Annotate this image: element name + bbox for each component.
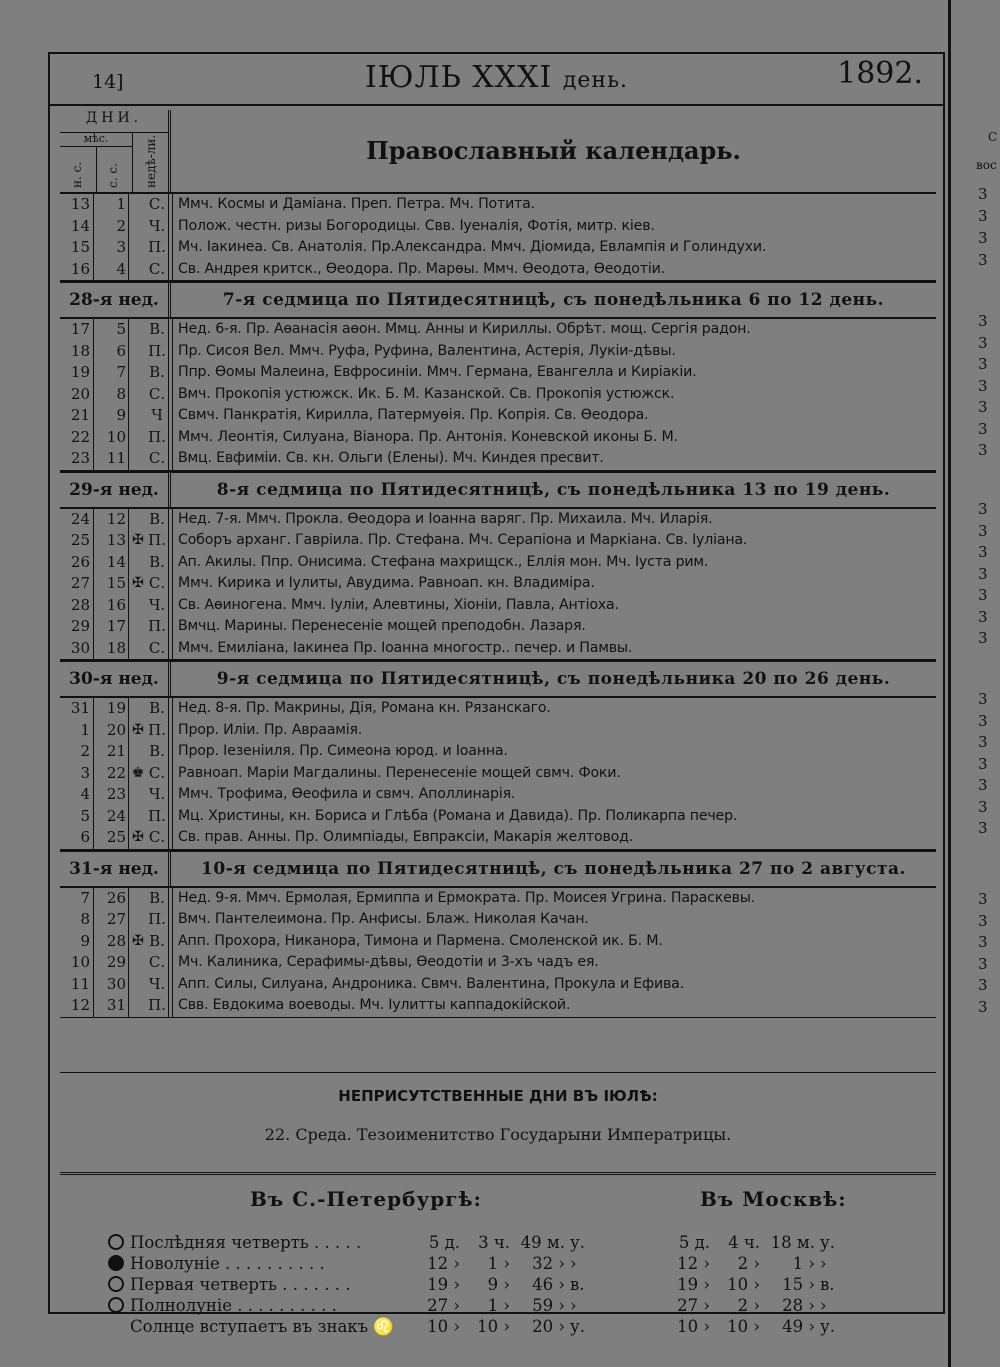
old-style-date: 15 <box>106 574 126 592</box>
new-style-date: 3 <box>80 763 90 782</box>
spb-day: 10 › <box>427 1317 460 1336</box>
saints-text: Свв. Евдокима воеводы. Мч. Іулитты каппадокійской. <box>178 997 571 1013</box>
side-number: 3 <box>978 207 988 225</box>
side-number: 3 <box>978 333 988 352</box>
weekday: Ч. <box>148 595 166 614</box>
new-style-date: 23 <box>70 449 90 467</box>
new-style-date: 11 <box>70 974 90 993</box>
saints-text: Ммч. Емиліана, Іакинеа Пр. Іоанна многостр.. печер. и Памвы. <box>178 639 633 656</box>
weekday: П. <box>148 341 166 360</box>
spb-hour: 9 › <box>487 1275 510 1294</box>
saints-text: Ммч. Кирика и Іулиты, Авудима. Равноап. кн. Владиміра. <box>178 575 595 591</box>
new-style-date: 28 <box>70 595 90 614</box>
spb-minute: 32 › <box>532 1254 565 1273</box>
side-number: 3 <box>978 500 988 518</box>
new-style-date: 6 <box>80 828 90 846</box>
day-row <box>60 931 936 953</box>
week-number: 31-я нед. <box>60 852 171 886</box>
side-number: 3 <box>978 776 988 794</box>
sedmica-row <box>60 281 936 319</box>
day-row <box>60 784 936 806</box>
day-row <box>60 194 936 216</box>
new-style-date: 20 <box>70 384 90 403</box>
old-style-date: 21 <box>106 742 126 760</box>
old-style-date: 22 <box>106 763 126 782</box>
weekday: С. <box>148 259 166 278</box>
side-number: 3 <box>978 954 988 973</box>
old-style-date: 4 <box>116 259 126 278</box>
day-row <box>60 827 936 849</box>
week-number: 29-я нед. <box>60 473 171 507</box>
orthodox-calendar <box>60 110 936 1018</box>
day-row <box>60 341 936 363</box>
side-number: 3 <box>978 819 988 837</box>
feast-mark: ✠ <box>132 721 144 738</box>
old-style-date: 13 <box>106 531 126 549</box>
saints-text: Мч. Калиника, Серафимы-дѣвы, Өеодотіи и 3-хъ чадъ ея. <box>178 954 599 970</box>
day-row <box>60 448 936 470</box>
new-style-date: 31 <box>70 699 90 717</box>
spb-hour: 10 › <box>477 1317 510 1336</box>
spb-period: › <box>570 1254 577 1273</box>
moscow-day: 5 д. <box>678 1233 710 1252</box>
day-row <box>60 698 936 720</box>
day-row <box>60 362 936 384</box>
weekday: В. <box>149 931 165 950</box>
side-number: 3 <box>978 376 988 395</box>
moscow-minute: 1 › <box>792 1254 815 1273</box>
phase-name: Послѣдняя четверть . . . . . <box>130 1233 362 1252</box>
page-number: 14] <box>92 71 124 93</box>
side-number: 3 <box>978 690 988 708</box>
page-title <box>50 60 943 95</box>
title-month: ІЮЛЬ XXXI <box>364 60 553 95</box>
old-style-date: 8 <box>116 384 126 403</box>
spb-hour: 1 › <box>487 1254 510 1273</box>
day-row <box>60 259 936 281</box>
new-style-date: 8 <box>80 910 90 928</box>
old-style-date: 26 <box>106 888 126 907</box>
day-row <box>60 616 936 638</box>
feast-mark: ♚ <box>131 764 145 781</box>
weekday: В. <box>149 363 165 381</box>
side-number: 3 <box>978 185 988 203</box>
new-style-date: 29 <box>70 617 90 635</box>
weekday: С. <box>148 638 166 657</box>
moscow-minute: 18 м. <box>770 1233 815 1252</box>
spb-day: 27 › <box>427 1296 460 1315</box>
weekday-header: недѣ-ли. <box>144 134 158 188</box>
side-number: 3 <box>978 312 988 330</box>
old-style-date: 18 <box>106 638 126 657</box>
spb-hour: 3 ч. <box>478 1233 510 1252</box>
new-moon-icon <box>108 1255 124 1271</box>
side-number: 3 <box>978 797 988 816</box>
spb-period: у. <box>570 1233 585 1252</box>
sedmica-text: 7-я седмица по Пятидесятницѣ, съ понедѣльника 6 по 12 день. <box>222 290 885 310</box>
weekday: П. <box>148 996 166 1014</box>
title-day-word: день. <box>562 68 629 93</box>
moscow-hour: 10 › <box>727 1317 760 1336</box>
side-number: 3 <box>978 521 988 540</box>
saints-text: Мч. Іакинеа. Св. Анатолія. Пр.Александра. Ммч. Діомида, Евлампія и Голиндухи. <box>178 239 767 255</box>
moscow-title: Въ Москвѣ: <box>700 1187 847 1211</box>
calendar-title: Православный календарь. <box>366 136 741 165</box>
old-style-date: 29 <box>106 953 126 971</box>
day-row <box>60 237 936 259</box>
day-row <box>60 888 936 910</box>
saints-text: Св. прав. Анны. Пр. Олимпіады, Евпраксіи, Макарія желтовод. <box>178 829 634 845</box>
old-style-date: 30 <box>106 974 126 993</box>
new-style-date: 4 <box>80 785 90 803</box>
feast-mark: ✠ <box>132 829 144 845</box>
side-number: 3 <box>978 355 988 373</box>
old-style-date: 17 <box>106 617 126 635</box>
feast-mark: ✠ <box>132 575 144 591</box>
weekday: Ч. <box>148 216 166 235</box>
weekday: Ч. <box>148 785 166 803</box>
saints-text: Мц. Христины, кн. Бориса и Глѣба (Романа и Давида). Пр. Поликарпа печер. <box>178 807 738 824</box>
new-style-date: 26 <box>70 552 90 571</box>
saints-text: Полож. честн. ризы Богородицы. Свв. Іуеналія, Фотія, митр. кіев. <box>178 217 655 234</box>
old-style-date: 19 <box>106 699 126 717</box>
moscow-day: 27 › <box>677 1296 710 1315</box>
day-row <box>60 427 936 449</box>
day-row <box>60 806 936 828</box>
sedmica-row <box>60 471 936 509</box>
day-row <box>60 974 936 996</box>
new-style-date: 5 <box>80 806 90 825</box>
day-row <box>60 552 936 574</box>
side-number: 3 <box>978 419 988 438</box>
old-style-date: 31 <box>106 996 126 1014</box>
old-style-date: 12 <box>106 509 126 528</box>
new-style-date: 7 <box>80 888 90 907</box>
weekday: Ч <box>151 406 163 424</box>
moscow-minute: 49 › <box>782 1317 815 1336</box>
weekday: П. <box>148 806 166 825</box>
spb-period: › <box>570 1296 577 1315</box>
phase-name: Полнолуніе . . . . . . . . . . <box>130 1296 337 1315</box>
saints-text: Нед. 6-я. Пр. Аөанасія аөон. Ммц. Анны и Кириллы. Обрѣт. мощ. Сергія радон. <box>178 321 751 337</box>
month-header-label: мѣс. <box>60 132 133 147</box>
saints-text: Нед. 9-я. Ммч. Ермолая, Ермиппа и Ермократа. Пр. Моисея Угрина. Параскевы. <box>178 889 756 906</box>
day-row <box>60 595 936 617</box>
side-number: 3 <box>978 564 988 583</box>
last-quarter-icon <box>108 1234 124 1250</box>
sedmica-text: 9-я седмица по Пятидесятницѣ, съ понедѣльника 20 по 26 день. <box>216 669 891 689</box>
new-style-date: 30 <box>70 638 90 657</box>
day-row <box>60 909 936 931</box>
spb-day: 5 д. <box>428 1233 460 1252</box>
side-number: 3 <box>978 586 988 604</box>
moscow-minute: 15 › <box>782 1275 815 1294</box>
sedmica-text: 8-я седмица по Пятидесятницѣ, съ понедѣльника 13 по 19 день. <box>216 479 891 500</box>
saints-text: Апп. Прохора, Никанора, Тимона и Пармена. Смоленской ик. Б. М. <box>178 932 663 949</box>
day-row <box>60 741 936 763</box>
day-row <box>60 216 936 238</box>
new-style-date: 25 <box>70 531 90 549</box>
saints-text: Св. Андрея критск., Өеодора. Пр. Марөы. Ммч. Өеодота, Өеодотіи. <box>178 260 665 277</box>
moscow-hour: 2 › <box>737 1254 760 1273</box>
feast-mark: ✠ <box>132 532 144 548</box>
day-row <box>60 995 936 1017</box>
days-header-label: ДНИ. <box>60 110 168 133</box>
weekday: С. <box>148 384 166 403</box>
spb-minute: 49 м. <box>520 1233 565 1252</box>
side-number: 3 <box>978 711 988 730</box>
phase-name: Солнце вступаетъ въ знакъ ♌ <box>130 1317 394 1336</box>
feast-mark: ✠ <box>132 932 144 949</box>
old-style-date: 2 <box>116 216 126 235</box>
new-style-date: 21 <box>70 406 90 424</box>
spb-minute: 20 › <box>532 1317 565 1336</box>
old-style-date: 7 <box>116 363 126 381</box>
non-working-days-entry: 22. Среда. Тезоименитство Государыни Императрицы. <box>264 1125 732 1144</box>
new-style-header: н. с. <box>70 161 84 188</box>
new-style-date: 12 <box>70 996 90 1014</box>
week-block <box>60 509 936 661</box>
weekday: П. <box>148 720 166 739</box>
weekday: П. <box>148 427 166 446</box>
page-edge-line <box>948 0 951 1367</box>
day-row <box>60 763 936 785</box>
side-number: 3 <box>978 997 988 1016</box>
weekday: С. <box>148 574 166 592</box>
new-style-date: 10 <box>70 953 90 971</box>
moscow-period: › <box>820 1296 827 1315</box>
day-row <box>60 573 936 595</box>
new-style-date: 1 <box>80 720 90 739</box>
weekday: П. <box>148 531 166 549</box>
moscow-hour: 2 › <box>737 1296 760 1315</box>
header-divider <box>96 146 97 192</box>
side-number: 3 <box>978 607 988 626</box>
old-style-date: 23 <box>106 785 126 803</box>
new-style-date: 13 <box>70 195 90 213</box>
side-number: 3 <box>978 733 988 751</box>
weekday: В. <box>149 699 165 717</box>
day-row <box>60 638 936 660</box>
weekday: В. <box>149 552 165 571</box>
non-working-days <box>60 1072 936 1163</box>
day-row <box>60 384 936 406</box>
weekday: П. <box>148 617 166 635</box>
new-style-date: 19 <box>70 363 90 381</box>
weekday: В. <box>149 742 165 760</box>
saints-text: Свмч. Панкратія, Кирилла, Патермуөія. Пр. Копрія. Св. Өеодора. <box>178 407 649 423</box>
header-divider <box>132 132 133 192</box>
moscow-hour: 10 › <box>727 1275 760 1294</box>
new-style-date: 15 <box>70 238 90 256</box>
old-style-date: 10 <box>106 427 126 446</box>
side-number: 3 <box>978 890 988 908</box>
side-number: 3 <box>978 976 988 994</box>
spb-period: в. <box>570 1275 585 1294</box>
spb-minute: 46 › <box>532 1275 565 1294</box>
moscow-day: 12 › <box>677 1254 710 1273</box>
new-style-date: 16 <box>70 259 90 278</box>
old-style-date: 16 <box>106 595 126 614</box>
saints-text: Прор. Иліи. Пр. Авраамія. <box>178 721 363 738</box>
week-number: 30-я нед. <box>60 662 171 696</box>
moscow-day: 10 › <box>677 1317 710 1336</box>
weekday: С. <box>148 828 166 846</box>
day-row <box>60 952 936 974</box>
page-year: 1892. <box>837 56 923 91</box>
week-block <box>60 194 936 281</box>
saints-text: Соборъ арханг. Гавріила. Пр. Стефана. Мч. Серапіона и Маркіана. Св. Іуліана. <box>178 532 748 548</box>
moscow-period: › <box>820 1254 827 1273</box>
side-number: 3 <box>978 441 988 459</box>
weekday: П. <box>148 238 166 256</box>
saints-text: Нед. 8-я. Пр. Макрины, Дія, Романа кн. Рязанскаго. <box>178 700 551 716</box>
week-number: 28-я нед. <box>60 283 171 317</box>
new-style-date: 22 <box>70 427 90 446</box>
side-header: С <box>988 130 998 144</box>
side-number: 3 <box>978 629 988 647</box>
days-column-header <box>60 110 171 192</box>
next-page-edge <box>948 0 1000 1367</box>
old-style-date: 3 <box>116 238 126 256</box>
weeks-container <box>60 194 936 1018</box>
saints-text: Ммч. Космы и Даміана. Преп. Петра. Мч. Потита. <box>178 196 535 212</box>
old-style-date: 11 <box>106 449 126 467</box>
new-style-date: 9 <box>80 931 90 950</box>
old-style-date: 24 <box>106 806 126 825</box>
side-number: 3 <box>978 911 988 930</box>
old-style-date: 5 <box>116 320 126 338</box>
saints-text: Нед. 7-я. Ммч. Прокла. Өеодора и Іоанна варяг. Пр. Михаила. Мч. Иларія. <box>178 510 713 527</box>
sedmica-row <box>60 850 936 888</box>
moscow-period: в. <box>820 1275 835 1294</box>
first-quarter-icon <box>108 1276 124 1292</box>
old-style-date: 14 <box>106 552 126 571</box>
weekday: Ч. <box>148 974 166 993</box>
day-row <box>60 509 936 531</box>
saints-text: Вмч. Пантелеимона. Пр. Анфисы. Блаж. Николая Качан. <box>178 911 589 927</box>
old-style-date: 6 <box>116 341 126 360</box>
weekday: В. <box>149 320 165 338</box>
sedmica-text: 10-я седмица по Пятидесятницѣ, съ понедѣльника 27 по 2 августа. <box>201 858 906 879</box>
old-style-date: 27 <box>106 910 126 928</box>
side-number: 3 <box>978 229 988 247</box>
new-style-date: 27 <box>70 574 90 592</box>
phase-name: Новолуніе . . . . . . . . . . <box>130 1254 325 1273</box>
saints-text: Св. Аөиногена. Ммч. Іуліи, Алевтины, Хіоніи, Павла, Антіоха. <box>178 596 619 613</box>
calendar-page <box>48 52 945 1336</box>
saints-text: Вмч. Прокопія устюжск. Ик. Б. М. Казанской. Св. Прокопія устюжск. <box>178 385 675 402</box>
saints-text: Вмчц. Марины. Перенесеніе мощей преподобн. Лазаря. <box>178 618 586 634</box>
saints-text: Ммч. Трофима, Өеофила и свмч. Аполлинарія. <box>178 786 516 802</box>
weekday: В. <box>149 888 165 907</box>
saints-text: Апп. Силы, Силуана, Андроника. Свмч. Валентина, Прокула и Ефива. <box>178 975 684 992</box>
new-style-date: 14 <box>70 216 90 235</box>
old-style-date: 1 <box>116 195 126 213</box>
weekday: В. <box>149 509 165 528</box>
moscow-period: у. <box>820 1317 835 1336</box>
weekday: С. <box>148 449 166 467</box>
saints-text: Вмц. Евфиміи. Св. кн. Ольги (Елены). Мч. Киндея пресвит. <box>178 450 604 466</box>
day-row <box>60 319 936 341</box>
old-style-date: 28 <box>106 931 126 950</box>
moscow-day: 19 › <box>677 1275 710 1294</box>
spb-minute: 59 › <box>532 1296 565 1315</box>
moscow-hour: 4 ч. <box>728 1233 760 1252</box>
saints-text: Пр. Сисоя Вел. Ммч. Руфа, Руфина, Валентина, Астерія, Лукіи-дѣвы. <box>178 342 676 359</box>
day-row <box>60 405 936 427</box>
weekday: С. <box>148 953 166 971</box>
saints-text: Ммч. Леонтія, Силуана, Віанора. Пр. Антонія. Коневской иконы Б. М. <box>178 428 678 445</box>
old-style-header: с. с. <box>106 163 120 188</box>
spb-title: Въ С.-Петербургѣ: <box>250 1187 482 1211</box>
saints-text: Прор. Іезеніиля. Пр. Симеона юрод. и Іоанна. <box>178 743 508 759</box>
weekday: С. <box>148 195 166 213</box>
new-style-date: 18 <box>70 341 90 360</box>
weekday: П. <box>148 910 166 928</box>
new-style-date: 24 <box>70 509 90 528</box>
phase-name: Первая четверть . . . . . . . <box>130 1275 351 1294</box>
spb-hour: 1 › <box>487 1296 510 1315</box>
week-block <box>60 698 936 850</box>
saints-text: Ап. Акилы. Ппр. Онисима. Стефана махрищск., Еллія мон. Мч. Іуста рим. <box>178 553 709 570</box>
side-number: 3 <box>978 398 988 416</box>
spb-day: 19 › <box>427 1275 460 1294</box>
side-header: вос <box>976 158 997 172</box>
old-style-date: 9 <box>116 406 126 424</box>
day-row <box>60 720 936 742</box>
saints-text: Равноап. Маріи Магдалины. Перенесеніе мощей свмч. Фоки. <box>178 764 621 781</box>
day-row <box>60 530 936 552</box>
full-moon-icon <box>108 1297 124 1313</box>
calendar-header <box>60 110 936 194</box>
week-block <box>60 888 936 1018</box>
spb-period: у. <box>570 1317 585 1336</box>
new-style-date: 17 <box>70 320 90 338</box>
side-number: 3 <box>978 754 988 773</box>
moscow-period: у. <box>820 1233 835 1252</box>
side-number: 3 <box>978 251 988 269</box>
old-style-date: 20 <box>106 720 126 739</box>
side-number: 3 <box>978 543 988 561</box>
spb-day: 12 › <box>427 1254 460 1273</box>
week-block <box>60 319 936 471</box>
saints-text: Ппр. Өомы Малеина, Евфросиніи. Ммч. Германа, Евангелла и Киріакіи. <box>178 364 697 380</box>
side-number: 3 <box>978 933 988 951</box>
moscow-minute: 28 › <box>782 1296 815 1315</box>
non-working-days-title: НЕПРИСУТСТВЕННЫЕ ДНИ ВЪ ІЮЛѢ: <box>338 1087 658 1105</box>
moon-phases <box>60 1172 936 1336</box>
page-header <box>50 54 943 106</box>
sedmica-row <box>60 660 936 698</box>
old-style-date: 25 <box>106 828 126 846</box>
weekday: С. <box>148 763 166 782</box>
new-style-date: 2 <box>80 742 90 760</box>
